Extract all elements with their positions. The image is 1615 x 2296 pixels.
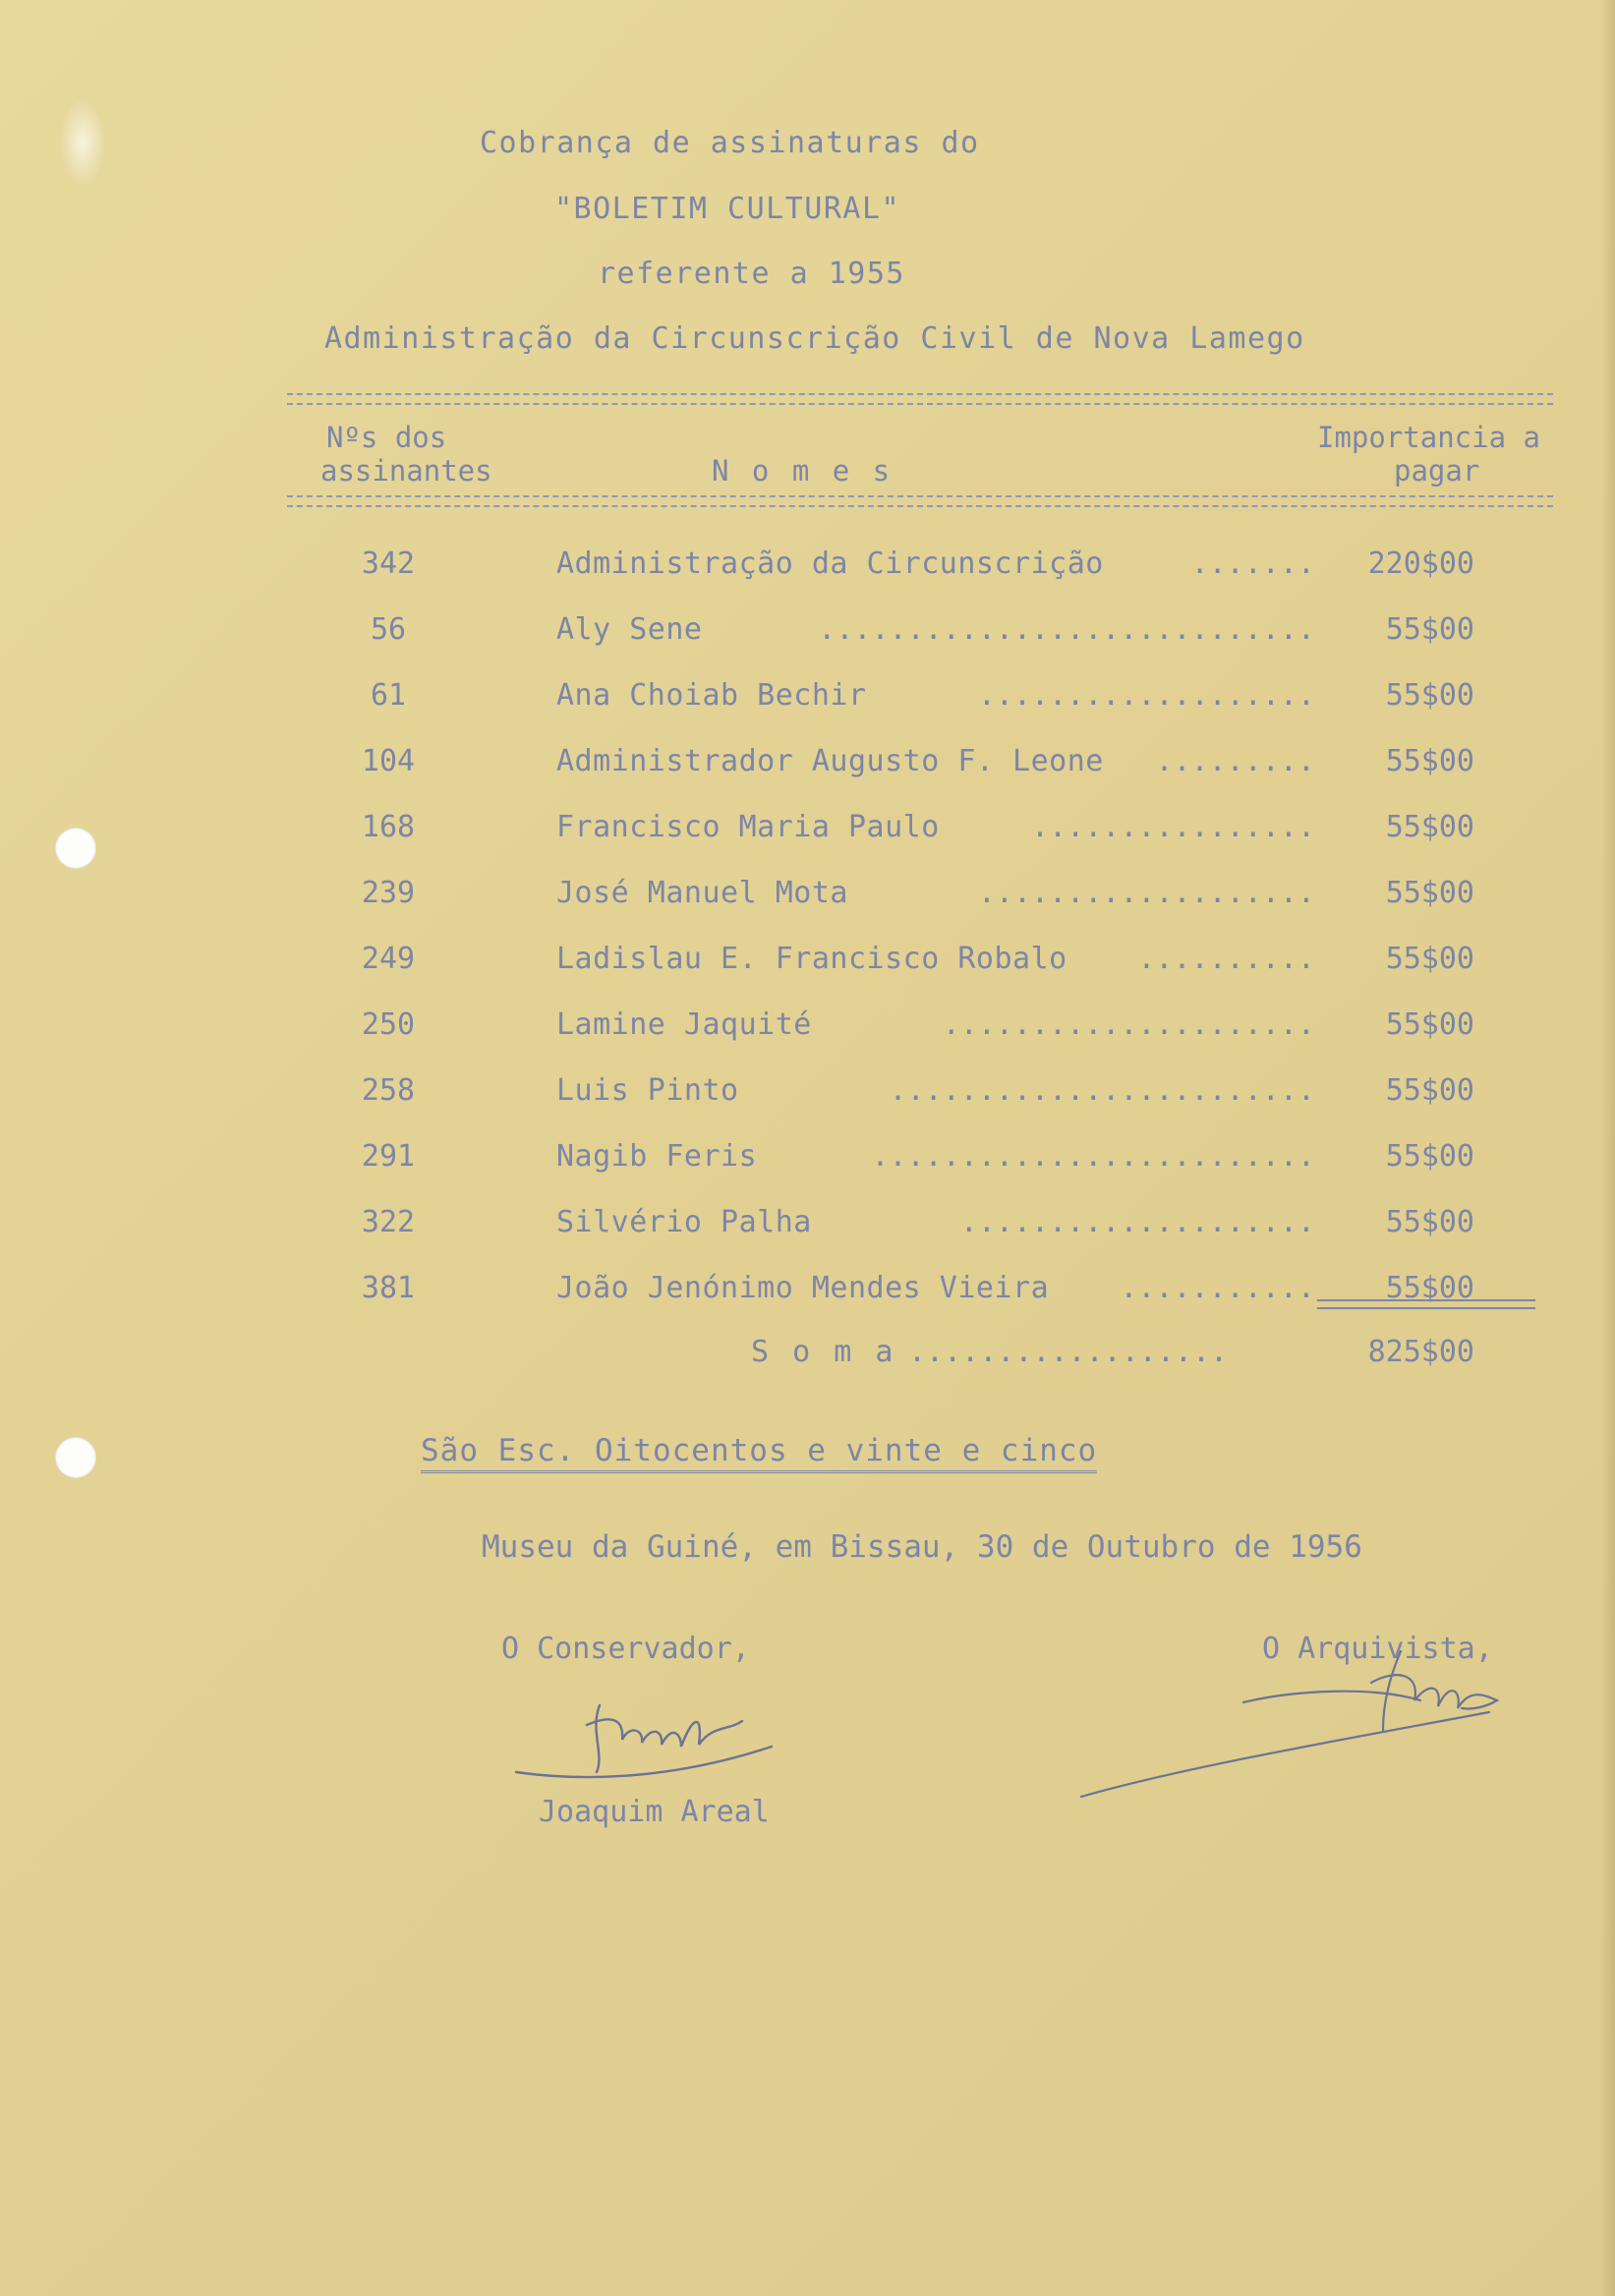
table-row <box>0 934 1615 1000</box>
col-head-num-1: Nºs dos <box>326 421 447 454</box>
subscriber-number: 104 <box>361 744 416 778</box>
subscriber-name: Administração da Circunscrição <box>556 546 1104 581</box>
leader-dots: ............................ <box>818 612 1315 647</box>
subscriber-name: Lamine Jaquité <box>556 1007 812 1042</box>
table-row <box>0 1197 1615 1263</box>
leader-dots: ......... <box>1155 744 1315 778</box>
amount-due: 55$00 <box>1385 942 1474 976</box>
subscriber-name: Ladislau E. Francisco Robalo <box>556 942 1067 976</box>
leader-dots: ................... <box>977 876 1315 910</box>
subscriber-name: Silvério Palha <box>556 1205 812 1239</box>
col-head-amount-1: Importancia a <box>1317 421 1540 454</box>
amount-due: 55$00 <box>1385 1205 1474 1239</box>
col-head-amount-2: pagar <box>1394 454 1480 488</box>
subscriber-number: 291 <box>361 1139 416 1174</box>
subscriber-number: 56 <box>370 612 407 647</box>
subscriber-number: 168 <box>361 810 416 844</box>
subscriber-list <box>0 539 1615 1329</box>
table-row <box>0 1131 1615 1197</box>
amount-due: 55$00 <box>1385 1271 1474 1305</box>
subscriber-number: 249 <box>361 942 416 976</box>
table-row <box>0 868 1615 934</box>
place-date: Museu da Guiné, em Bissau, 30 de Outubro de 1956 <box>482 1529 1362 1565</box>
subscriber-number: 342 <box>361 546 416 581</box>
amount-due: 55$00 <box>1385 612 1474 647</box>
table-row <box>0 539 1615 604</box>
subscriber-name: Francisco Maria Paulo <box>556 810 940 844</box>
paper-damage <box>59 98 106 187</box>
leader-dots: ........................ <box>889 1073 1315 1108</box>
subscriber-name: Ana Choiab Bechir <box>556 678 867 713</box>
subscriber-number: 322 <box>361 1205 416 1239</box>
amount-due: 220$00 <box>1367 546 1474 581</box>
leader-dots: .................... <box>959 1205 1315 1239</box>
subscriber-name: Nagib Feris <box>556 1139 758 1174</box>
total-amount: 825$00 <box>1367 1335 1474 1369</box>
leader-dots: ........... <box>1120 1271 1315 1305</box>
subscriber-name: Aly Sene <box>556 612 703 647</box>
subscriber-name: Administrador Augusto F. Leone <box>556 744 1104 778</box>
subscriber-name: José Manuel Mota <box>556 876 848 910</box>
leader-dots: .......... <box>1137 942 1315 976</box>
table-row <box>0 604 1615 670</box>
signature-arquivista <box>1076 1632 1509 1808</box>
table-row <box>0 802 1615 868</box>
amount-due: 55$00 <box>1385 1139 1474 1174</box>
header-line-4: Administração da Circunscrição Civil de Nova Lamego <box>324 321 1305 356</box>
table-row <box>0 1065 1615 1131</box>
total-label: S o m a <box>751 1335 896 1369</box>
leader-dots: ..................... <box>942 1007 1315 1042</box>
total-rule <box>1317 1299 1535 1309</box>
amount-due: 55$00 <box>1385 1073 1474 1108</box>
table-row <box>0 1000 1615 1065</box>
subscriber-number: 239 <box>361 876 416 910</box>
col-head-num-2: assinantes <box>320 454 492 488</box>
subscriber-number: 258 <box>361 1073 416 1108</box>
table-row <box>0 1263 1615 1329</box>
header-rule-bottom <box>287 495 1553 507</box>
left-signatory-name: Joaquim Areal <box>539 1795 770 1829</box>
total-leader-dots: .................. <box>908 1335 1229 1369</box>
leader-dots: ....... <box>1190 546 1315 581</box>
header-line-2: "BOLETIM CULTURAL" <box>554 192 901 226</box>
right-signatory-title: O Arquivista, <box>1262 1632 1493 1666</box>
subscriber-number: 381 <box>361 1271 416 1305</box>
table-row <box>0 670 1615 736</box>
header-rule-top <box>287 393 1553 405</box>
subscriber-number: 61 <box>370 678 407 713</box>
leader-dots: ......................... <box>871 1139 1315 1174</box>
subscriber-number: 250 <box>361 1007 416 1042</box>
amount-due: 55$00 <box>1385 810 1474 844</box>
leader-dots: ................... <box>977 678 1315 713</box>
col-head-names: N o m e s <box>712 454 894 488</box>
amount-due: 55$00 <box>1385 744 1474 778</box>
punch-hole-bottom <box>55 1437 96 1478</box>
amount-due: 55$00 <box>1385 678 1474 713</box>
table-row <box>0 736 1615 802</box>
header-line-3: referente a 1955 <box>598 257 905 291</box>
signature-conservador <box>506 1686 791 1794</box>
subscriber-name: João Jenónimo Mendes Vieira <box>556 1271 1050 1305</box>
left-signatory-title: O Conservador, <box>501 1632 750 1666</box>
leader-dots: ................ <box>1031 810 1315 844</box>
amount-due: 55$00 <box>1385 876 1474 910</box>
amount-in-words: São Esc. Oitocentos e vinte e cinco <box>421 1433 1097 1473</box>
amount-due: 55$00 <box>1385 1007 1474 1042</box>
header-line-1: Cobrança de assinaturas do <box>480 126 980 160</box>
subscriber-name: Luis Pinto <box>556 1073 739 1108</box>
